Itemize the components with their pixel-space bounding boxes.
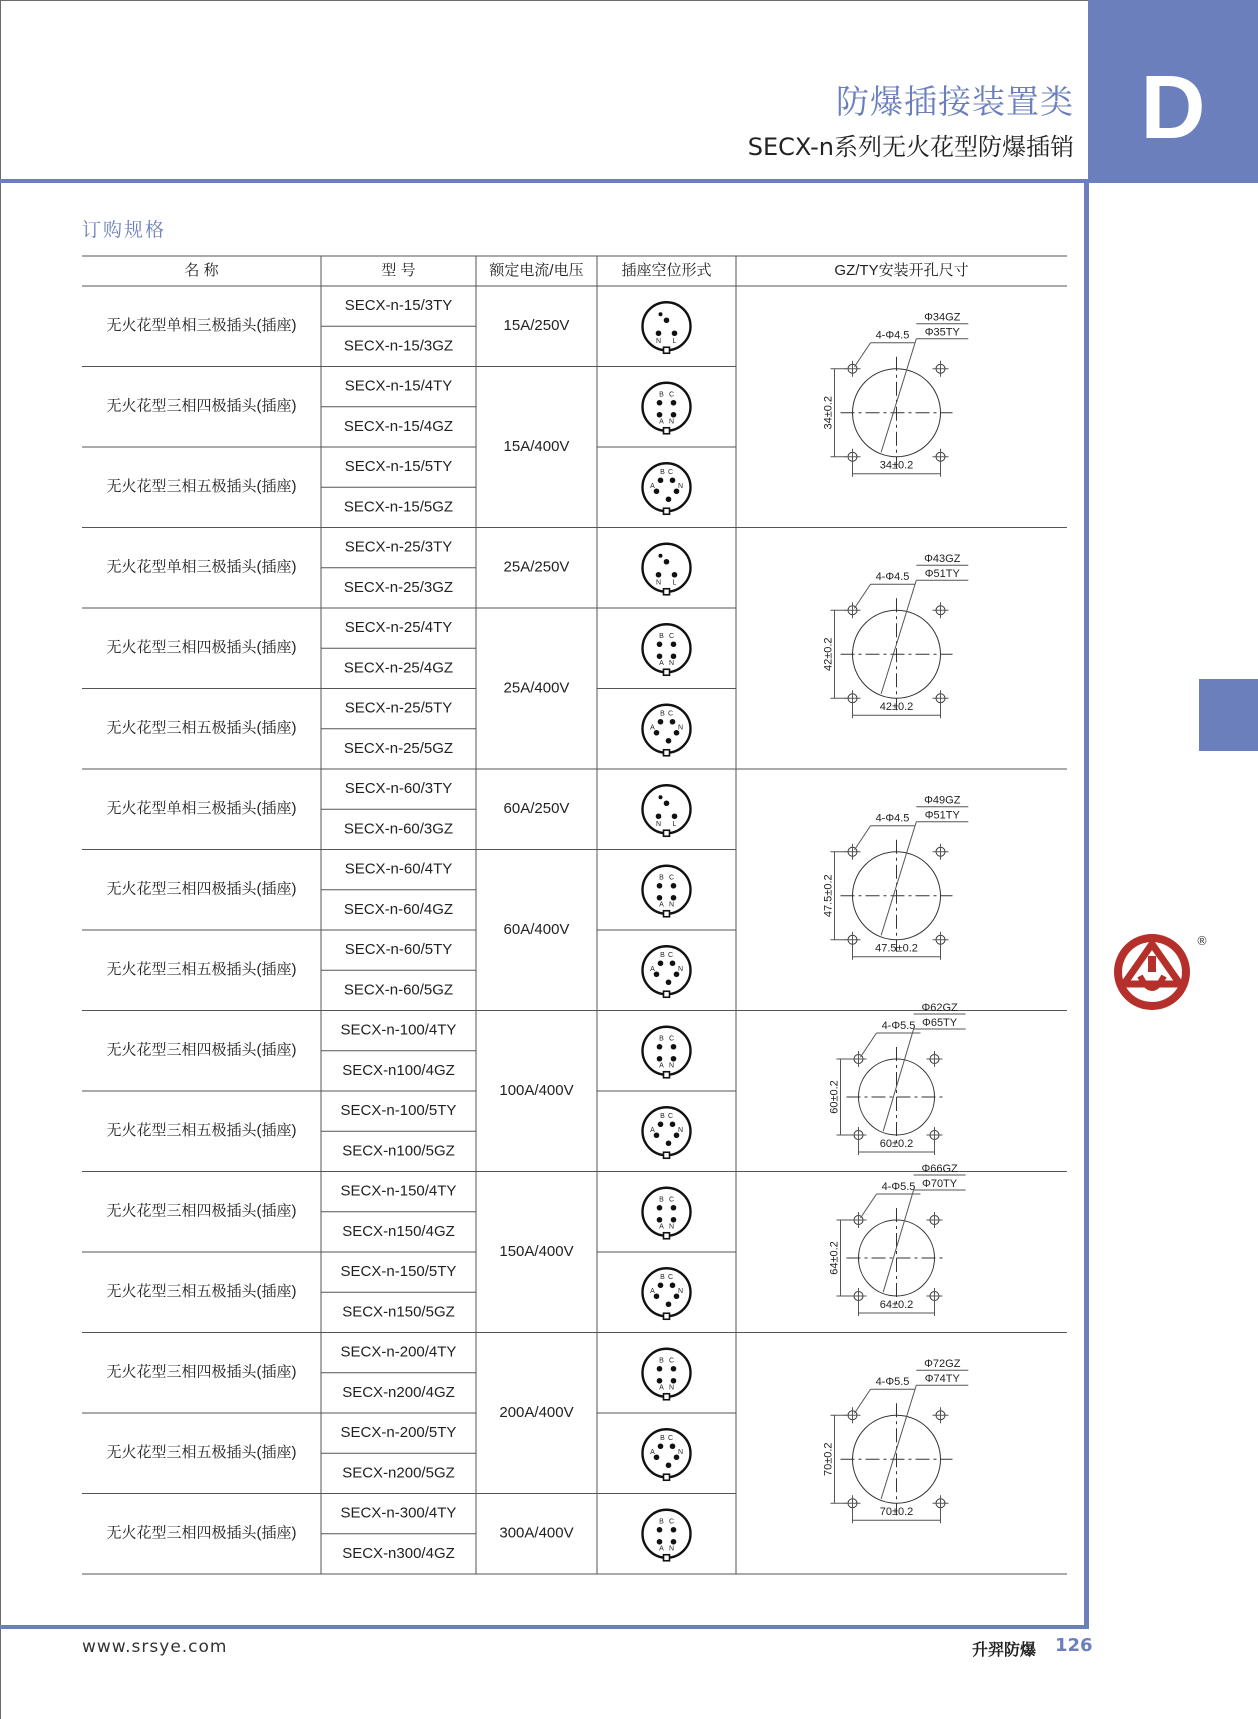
pin-dot [671, 1378, 677, 1384]
model-cell: SECX-n300/4GZ [342, 1544, 455, 1562]
model-cell: SECX-n100/4GZ [342, 1061, 455, 1079]
diameter-gz: Φ49GZ [924, 794, 961, 807]
pin-dot [658, 1121, 664, 1127]
pin-dot [670, 1443, 676, 1449]
pin-dot [657, 895, 663, 901]
pin-dot [671, 412, 677, 418]
rating-cell: 200A/400V [499, 1403, 574, 1421]
product-name-cell: 无火花型三相四极插头(插座) [106, 1524, 297, 1542]
pin-dot [671, 1539, 677, 1545]
diameter-ty: Φ65TY [922, 1016, 958, 1029]
pin-label: C [668, 391, 675, 399]
product-name-cell: 无火花型三相五极插头(插座) [106, 719, 297, 737]
single-phase-3-pole-icon [643, 302, 691, 350]
model-cell: SECX-n100/5GZ [342, 1142, 455, 1160]
pin-dot [659, 312, 663, 316]
hole-callout: 4-Φ5.5 [875, 1376, 910, 1389]
pin-label: N [668, 1223, 675, 1231]
pin-dot [671, 641, 677, 647]
pin-label: A [650, 966, 655, 974]
socket-key-notch [664, 347, 670, 353]
socket-key-notch [664, 1072, 670, 1078]
series-title: SECX-n系列无火花型防爆插销 [747, 133, 1074, 161]
pin-dot [658, 719, 664, 725]
model-cell: SECX-n-60/3GZ [343, 820, 454, 838]
socket-key-notch [664, 1313, 670, 1319]
model-cell: SECX-n-25/4GZ [343, 659, 454, 677]
pin-dot [670, 1121, 676, 1127]
page-number: 126 [1055, 1635, 1093, 1656]
horizontal-dimension: 42±0.2 [879, 701, 914, 714]
pin-dot [664, 800, 670, 806]
pin-dot [666, 496, 672, 502]
pin-label: N [668, 660, 675, 668]
pin-dot [666, 1301, 672, 1307]
pin-label: N [668, 1545, 675, 1553]
diameter-gz: Φ66GZ [921, 1162, 958, 1175]
socket-key-notch [664, 508, 670, 514]
diameter-ty: Φ51TY [924, 568, 960, 581]
model-cell: SECX-n-15/5GZ [343, 498, 454, 516]
model-cell: SECX-n-60/5TY [344, 941, 453, 959]
leader-line [861, 1033, 877, 1057]
vertical-dimension: 47.5±0.2 [822, 874, 835, 918]
rating-cell: 25A/250V [503, 558, 570, 576]
product-name-cell: 无火花型三相五极插头(插座) [106, 1283, 297, 1301]
vertical-dimension: 70±0.2 [822, 1442, 835, 1477]
pin-label: N [677, 1449, 684, 1457]
pin-dot [657, 400, 663, 406]
pin-label: N [668, 901, 675, 909]
pin-label: N [655, 579, 662, 587]
pin-label: L [672, 579, 677, 587]
pin-dot [657, 412, 663, 418]
pin-label: N [668, 1062, 675, 1070]
pin-dot [657, 1366, 663, 1372]
vertical-dimension: 42±0.2 [822, 637, 835, 672]
diameter-gz: Φ34GZ [924, 311, 961, 324]
pin-dot [664, 559, 670, 565]
pin-dot [657, 883, 663, 889]
leader-line [883, 1190, 913, 1292]
pin-dot [659, 554, 663, 558]
pin-dot [670, 719, 676, 725]
pin-label: C [668, 1357, 675, 1365]
diameter-ty: Φ35TY [924, 326, 960, 339]
model-cell: SECX-n-100/5TY [340, 1102, 457, 1120]
product-name-cell: 无火花型三相五极插头(插座) [106, 478, 297, 496]
model-cell: SECX-n150/4GZ [342, 1222, 455, 1240]
product-name-cell: 无火花型三相四极插头(插座) [106, 639, 297, 657]
model-cell: SECX-n-60/3TY [344, 780, 453, 798]
leader-line [883, 1029, 913, 1131]
model-cell: SECX-n-60/4GZ [343, 900, 454, 918]
pin-dot [657, 1527, 663, 1533]
model-cell: SECX-n-150/4TY [340, 1182, 457, 1200]
model-cell: SECX-n-25/5GZ [343, 739, 454, 757]
column-header: GZ/TY安装开孔尺寸 [834, 261, 969, 279]
pin-label: B [659, 391, 664, 399]
horizontal-dimension: 60±0.2 [879, 1137, 914, 1150]
pin-dot [671, 1527, 677, 1533]
column-header: 名 称 [184, 261, 219, 279]
model-cell: SECX-n200/5GZ [342, 1464, 455, 1482]
model-cell: SECX-n-25/4TY [344, 619, 453, 637]
product-name-cell: 无火花型三相五极插头(插座) [106, 1444, 297, 1462]
pin-label: B [660, 1435, 665, 1443]
pin-label: A [659, 418, 664, 426]
product-name-cell: 无火花型单相三极插头(插座) [106, 317, 297, 335]
model-cell: SECX-n-15/5TY [344, 458, 453, 476]
pin-label: B [660, 1113, 665, 1121]
pin-dot [671, 1205, 677, 1211]
diameter-gz: Φ62GZ [921, 1001, 958, 1014]
registered-mark: ® [1196, 934, 1208, 948]
product-name-cell: 无火花型三相四极插头(插座) [106, 1363, 297, 1381]
pin-label: C [667, 710, 674, 718]
horizontal-dimension: 47.5±0.2 [875, 942, 918, 955]
leader-line [861, 1194, 877, 1218]
three-phase-4-pole-icon [643, 1188, 691, 1236]
hole-callout: 4-Φ4.5 [875, 329, 910, 342]
section-letter: D [1140, 58, 1206, 158]
pin-label: C [668, 874, 675, 882]
three-phase-4-pole-icon [643, 1510, 691, 1558]
rating-cell: 15A/400V [503, 437, 570, 455]
pin-dot [671, 1217, 677, 1223]
pin-label: L [672, 338, 677, 346]
rating-cell: 15A/250V [503, 317, 570, 335]
product-name-cell: 无火花型单相三极插头(插座) [106, 558, 297, 576]
model-cell: SECX-n-25/3GZ [343, 578, 454, 596]
horizontal-dimension: 70±0.2 [879, 1506, 914, 1519]
diameter-gz: Φ72GZ [924, 1358, 961, 1371]
three-phase-4-pole-icon [643, 866, 691, 914]
product-name-cell: 无火花型三相四极插头(插座) [106, 1202, 297, 1220]
socket-key-notch [664, 1474, 670, 1480]
pin-label: A [659, 660, 664, 668]
pin-label: A [659, 901, 664, 909]
pin-label: B [659, 633, 664, 641]
pin-dot [671, 400, 677, 406]
column-header: 型 号 [381, 261, 416, 279]
pin-label: C [668, 1196, 675, 1204]
pin-label: N [677, 724, 684, 732]
model-cell: SECX-n150/5GZ [342, 1303, 455, 1321]
pin-label: C [667, 1435, 674, 1443]
model-cell: SECX-n-25/3TY [344, 538, 453, 556]
socket-key-notch [664, 1394, 670, 1400]
model-cell: SECX-n-100/4TY [340, 1021, 457, 1039]
socket-key-notch [664, 750, 670, 756]
pin-dot [657, 1056, 663, 1062]
column-header: 插座空位形式 [621, 261, 712, 279]
leader-line [855, 826, 871, 850]
pin-label: C [668, 633, 675, 641]
pin-label: N [668, 418, 675, 426]
product-name-cell: 无火花型三相四极插头(插座) [106, 1041, 297, 1059]
leader-line [855, 584, 871, 608]
pin-label: N [655, 821, 662, 829]
pin-label: B [660, 1274, 665, 1282]
pin-label: B [659, 1518, 664, 1526]
pin-label: B [660, 469, 665, 477]
pin-label: A [650, 1449, 655, 1457]
single-phase-3-pole-icon [643, 785, 691, 833]
pin-dot [671, 1056, 677, 1062]
leader-line [881, 1385, 916, 1499]
horizontal-dimension: 64±0.2 [879, 1298, 914, 1311]
model-cell: SECX-n-60/5GZ [343, 981, 454, 999]
pin-dot [656, 572, 662, 578]
rating-cell: 60A/400V [503, 920, 570, 938]
pin-dot [666, 979, 672, 985]
diameter-ty: Φ51TY [924, 809, 960, 822]
pin-label: A [659, 1223, 664, 1231]
vertical-dimension: 34±0.2 [822, 395, 835, 430]
pin-label: A [650, 724, 655, 732]
order-heading: 订购规格 [82, 219, 167, 241]
pin-dot [658, 1282, 664, 1288]
product-name-cell: 无火花型三相五极插头(插座) [106, 961, 297, 979]
pin-label: B [660, 952, 665, 960]
pin-label: L [672, 821, 677, 829]
product-name-cell: 无火花型三相五极插头(插座) [106, 1122, 297, 1140]
three-phase-4-pole-icon [643, 1027, 691, 1075]
pin-label: A [650, 1127, 655, 1135]
hole-callout: 4-Φ5.5 [881, 1180, 916, 1193]
pin-dot [670, 960, 676, 966]
pin-dot [666, 1140, 672, 1146]
three-phase-4-pole-icon [643, 383, 691, 431]
socket-key-notch [664, 589, 670, 595]
pin-label: N [677, 483, 684, 491]
pin-label: B [660, 710, 665, 718]
rating-cell: 60A/250V [503, 800, 570, 818]
pin-dot [671, 1366, 677, 1372]
leader-line [855, 343, 871, 367]
model-cell: SECX-n-60/4TY [344, 860, 453, 878]
pin-dot [656, 330, 662, 336]
socket-key-notch [664, 830, 670, 836]
leader-line [881, 580, 916, 694]
pin-label: C [668, 1518, 675, 1526]
leader-line [881, 822, 916, 936]
leader-line [881, 339, 916, 453]
socket-key-notch [664, 428, 670, 434]
column-header: 额定电流/电压 [489, 261, 584, 279]
vertical-dimension: 60±0.2 [828, 1080, 841, 1114]
rating-cell: 300A/400V [499, 1524, 574, 1542]
pin-label: A [650, 1288, 655, 1296]
pin-label: B [659, 1035, 664, 1043]
pin-dot [658, 477, 664, 483]
pin-label: C [667, 1113, 674, 1121]
model-cell: SECX-n-200/5TY [340, 1424, 457, 1442]
socket-key-notch [664, 669, 670, 675]
rating-cell: 25A/400V [503, 679, 570, 697]
pin-dot [657, 1044, 663, 1050]
pin-dot [656, 813, 662, 819]
socket-key-notch [664, 1233, 670, 1239]
pin-dot [671, 653, 677, 659]
pin-dot [657, 641, 663, 647]
company-logo [1110, 930, 1194, 1018]
pin-dot [672, 813, 678, 819]
diameter-gz: Φ43GZ [924, 553, 961, 566]
pin-label: A [659, 1062, 664, 1070]
pin-dot [657, 1217, 663, 1223]
pin-label: C [668, 1035, 675, 1043]
pin-dot [671, 1044, 677, 1050]
hole-callout: 4-Φ4.5 [875, 571, 910, 584]
horizontal-dimension: 34±0.2 [879, 459, 914, 472]
product-name-cell: 无火花型三相四极插头(插座) [106, 880, 297, 898]
pin-dot [670, 477, 676, 483]
socket-key-notch [664, 991, 670, 997]
socket-key-notch [664, 1152, 670, 1158]
model-cell: SECX-n-200/4TY [340, 1343, 457, 1361]
hole-callout: 4-Φ5.5 [881, 1019, 916, 1032]
pin-dot [658, 1443, 664, 1449]
pin-dot [666, 1462, 672, 1468]
three-phase-4-pole-icon [643, 624, 691, 672]
pin-dot [657, 1378, 663, 1384]
socket-key-notch [664, 1555, 670, 1561]
three-phase-4-pole-icon [643, 1349, 691, 1397]
pin-dot [664, 317, 670, 323]
hole-callout: 4-Φ4.5 [875, 812, 910, 825]
single-phase-3-pole-icon [643, 544, 691, 592]
model-cell: SECX-n-15/3TY [344, 297, 453, 315]
pin-label: C [667, 469, 674, 477]
model-cell: SECX-n200/4GZ [342, 1383, 455, 1401]
pin-label: N [668, 1384, 675, 1392]
product-name-cell: 无火花型三相四极插头(插座) [106, 397, 297, 415]
diameter-ty: Φ70TY [922, 1177, 958, 1190]
pin-label: A [659, 1545, 664, 1553]
rating-cell: 150A/400V [499, 1242, 574, 1260]
pin-dot [672, 330, 678, 336]
model-cell: SECX-n-15/4TY [344, 377, 453, 395]
model-cell: SECX-n-300/4TY [340, 1504, 457, 1522]
pin-label: A [650, 483, 655, 491]
website-url[interactable]: www.srsye.com [82, 1637, 228, 1657]
pin-dot [671, 883, 677, 889]
pin-label: N [655, 338, 662, 346]
model-cell: SECX-n-15/3GZ [343, 337, 454, 355]
pin-dot [672, 572, 678, 578]
pin-label: N [677, 1127, 684, 1135]
category-title: 防爆插接装置类 [836, 82, 1074, 121]
pin-label: B [659, 1357, 664, 1365]
product-name-cell: 无火花型单相三极插头(插座) [106, 800, 297, 818]
pin-dot [657, 1539, 663, 1545]
footer-brand: 升羿防爆 [972, 1640, 1037, 1659]
model-cell: SECX-n-25/5TY [344, 699, 453, 717]
pin-label: C [667, 952, 674, 960]
model-cell: SECX-n-15/4GZ [343, 417, 454, 435]
model-cell: SECX-n-150/5TY [340, 1263, 457, 1281]
pin-dot [657, 1205, 663, 1211]
pin-label: N [677, 966, 684, 974]
pin-label: C [667, 1274, 674, 1282]
pin-dot [657, 653, 663, 659]
pin-dot [659, 795, 663, 799]
pin-label: B [659, 1196, 664, 1204]
pin-dot [671, 895, 677, 901]
pin-label: N [677, 1288, 684, 1296]
pin-label: A [659, 1384, 664, 1392]
pin-dot [658, 960, 664, 966]
vertical-dimension: 64±0.2 [828, 1241, 841, 1275]
rating-cell: 100A/400V [499, 1081, 574, 1099]
diameter-ty: Φ74TY [924, 1373, 960, 1386]
pin-label: B [659, 874, 664, 882]
socket-key-notch [664, 911, 670, 917]
pin-dot [666, 738, 672, 744]
leader-line [855, 1389, 871, 1413]
pin-dot [670, 1282, 676, 1288]
